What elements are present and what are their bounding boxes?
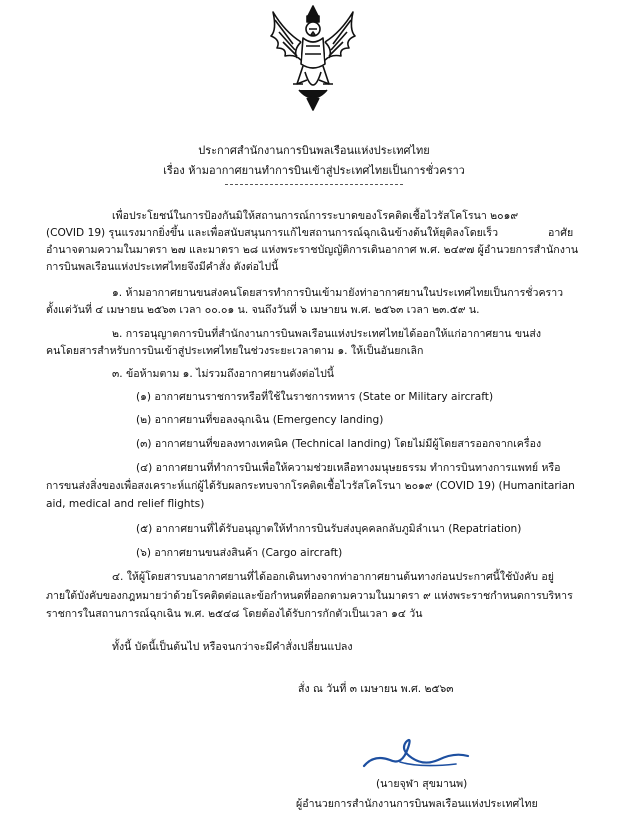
exception-item: (๑) อากาศยานราชการหรือที่ใช้ในราชการทหาร (State or Military aircraft) bbox=[136, 391, 494, 403]
clause-4-line: ราชการในสถานการณ์ฉุกเฉิน พ.ศ. ๒๕๔๘ โดยต้องได้รับการกักตัวเป็นเวลา ๑๔ วัน bbox=[46, 608, 423, 620]
exception-item: (๔) อากาศยานที่ทำการบินเพื่อให้ความช่วยเหลือทางมนุษยธรรม ทำการบินทางการแพทย์ หรือ bbox=[136, 462, 561, 474]
issue-date: สั่ง ณ วันที่ ๓ เมษายน พ.ศ. ๒๕๖๓ bbox=[298, 683, 454, 695]
title-divider bbox=[225, 184, 403, 185]
exception-item: การขนส่งสิ่งของเพื่อสงเคราะห์แก่ผู้ได้รับผลกระทบจากโรคติดเชื้อไวรัสโคโรนา ๒๐๑๙ (COVID 19) (Humanitarian bbox=[46, 480, 575, 492]
clause-2-line: ๒. การอนุญาตการบินที่สำนักงานการบินพลเรือนแห่งประเทศไทยได้ออกให้แก่อากาศยาน ขนส่ง bbox=[112, 328, 542, 340]
garuda-emblem-icon bbox=[262, 2, 364, 112]
announcement-subject: เรื่อง ห้ามอากาศยานทำการบินเข้าสู่ประเทศไทยเป็นการชั่วคราว bbox=[163, 164, 465, 177]
exception-item: (๓) อากาศยานที่ขอลงทางเทคนิค (Technical landing) โดยไม่มีผู้โดยสารออกจากเครื่อง bbox=[136, 438, 542, 450]
body-line: เพื่อประโยชน์ในการป้องกันมิให้สถานการณ์การระบาดของโรคติดเชื้อไวรัสโคโรนา ๒๐๑๙ bbox=[112, 210, 519, 222]
handwritten-signature-icon bbox=[360, 732, 472, 776]
body-line: อาศัย bbox=[548, 227, 574, 239]
clause-3-line: ๓. ข้อห้ามตาม ๑. ไม่รวมถึงอากาศยานดังต่อไปนี้ bbox=[112, 368, 335, 380]
exception-item: (๕) อากาศยานที่ได้รับอนุญาตให้ทำการบินรับส่งบุคคลกลับภูมิลำเนา (Repatriation) bbox=[136, 523, 522, 535]
signer-name: (นายจุฬา สุขมานพ) bbox=[376, 778, 468, 790]
body-line: อำนาจตามความในมาตรา ๒๗ และมาตรา ๒๘ แห่งพระราชบัญญัติการเดินอากาศ พ.ศ. ๒๔๙๗ ผู้อำนวยการสำนักงาน bbox=[46, 244, 579, 256]
body-line: (COVID 19) รุนแรงมากยิ่งขึ้น และเพื่อสนับสนุนการแก้ไขสถานการณ์ฉุกเฉินข้างต้นให้ยุติลงโดยเร็ว bbox=[46, 227, 499, 239]
exception-item: aid, medical and relief flights) bbox=[46, 498, 205, 510]
signer-position: ผู้อำนวยการสำนักงานการบินพลเรือนแห่งประเทศไทย bbox=[296, 798, 538, 810]
clause-1-line: ตั้งแต่วันที่ ๔ เมษายน ๒๕๖๓ เวลา ๐๐.๐๑ น. จนถึงวันที่ ๖ เมษายน พ.ศ. ๒๕๖๓ เวลา ๒๓.๕๙ น. bbox=[46, 304, 480, 316]
effective-clause: ทั้งนี้ บัดนี้เป็นต้นไป หรือจนกว่าจะมีคำสั่งเปลี่ยนแปลง bbox=[112, 641, 353, 653]
clause-4-line: ๔. ให้ผู้โดยสารบนอากาศยานที่ได้ออกเดินทางจากท่าอากาศยานต้นทางก่อนประกาศนี้ใช้บังคับ อยู่ bbox=[112, 571, 554, 583]
clause-1-line: ๑. ห้ามอากาศยานขนส่งคนโดยสารทำการบินเข้ามายังท่าอากาศยานในประเทศไทยเป็นการชั่วคราว bbox=[112, 287, 564, 299]
clause-4-line: ภายใต้บังคับของกฎหมายว่าด้วยโรคติดต่อและข้อกำหนดที่ออกตามความในมาตรา ๙ แห่งพระราชกำหนดการบริหาร bbox=[46, 590, 573, 602]
body-line: การบินพลเรือนแห่งประเทศไทยจึงมีคำสั่ง ดังต่อไปนี้ bbox=[46, 261, 279, 273]
exception-item: (๒) อากาศยานที่ขอลงฉุกเฉิน (Emergency landing) bbox=[136, 414, 384, 426]
clause-2-line: คนโดยสารสำหรับการบินเข้าสู่ประเทศไทยในช่วงระยะเวลาตาม ๑. ให้เป็นอันยกเลิก bbox=[46, 345, 424, 357]
exception-item: (๖) อากาศยานขนส่งสินค้า (Cargo aircraft) bbox=[136, 547, 343, 559]
announcement-title: ประกาศสำนักงานการบินพลเรือนแห่งประเทศไทย bbox=[198, 144, 430, 157]
